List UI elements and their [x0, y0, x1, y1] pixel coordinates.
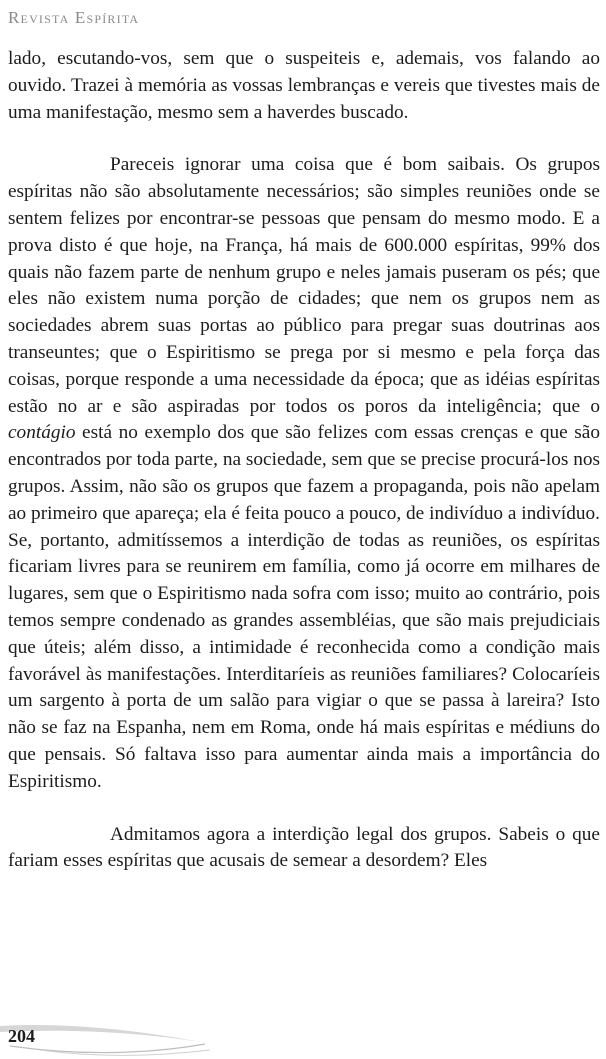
paragraph-2-emphasis: contágio [8, 422, 76, 444]
paragraph-2-text-start: Pareceis ignorar uma coisa que é bom saibais. Os grupos espíritas não são absolutamente necessários; são simples reuniões onde se sentem felizes por encontrar-se pessoas que pensam do mesmo modo. E a prova disto é que hoje, na França, há mais de 600.000 espíritas, 99% dos quais não fazem parte de nenhum grupo e neles jamais puseram os pés; que eles não existem numa porção de cidades; que nem os grupos nem as sociedades abrem suas portas ao público para pregar suas doutrinas aos transeuntes; que o Espiritismo se prega por si mesmo e pela força das coisas, porque responde a uma necessidade da época; que as idéias espíritas estão no ar e são aspiradas por todos os poros da inteligência; que o [8, 154, 600, 417]
paragraph-2-text-end: está no exemplo dos que são felizes com essas crenças e que são encontrados por toda parte, na sociedade, sem que se precise procurá-los nos grupos. Assim, não são os grupos que fazem a propaganda, pois não apelam ao primeiro que apareça; ela é feita pouco a pouco, de indivíduo a indivíduo. Se, portanto, admitíssemos a interdição de todas as reuniões, os espíritas ficariam livres para se reunirem em família, como já ocorre em milhares de lugares, sem que o Espiritismo nada sofra com isso; muito ao contrário, pois temos sempre condenado as grandes assembléias, que são mais prejudiciais que úteis; além disso, a intimidade é reconhecida como a condição mais favorável às manifestações. Interditaríeis as reuniões familiares? Colocaríeis um sargento à porta de um salão para vigiar o que se passa à lareira? Isto não se faz na Espanha, nem em Roma, onde há mais espíritas e médiuns do que pensais. Só faltava isso para aumentar ainda mais a importância do Espiritismo. [8, 422, 600, 792]
paragraph-3-text: Admitamos agora a interdição legal dos grupos. Sabeis o que fariam esses espíritas que acusais de semear a desordem? Eles [8, 823, 600, 872]
running-head: Revista Espírita [8, 8, 140, 27]
paragraph-1 [8, 46, 600, 126]
footer-ornament [0, 1020, 606, 1059]
page-body [8, 46, 600, 875]
paragraph-1-text: lado, escutando-vos, sem que o suspeiteis e, ademais, vos falando ao ouvido. Trazei à memória as vossas lembranças e vereis que tivestes mais de uma manifestação, mesmo sem a haverdes buscado. [8, 48, 600, 123]
paragraph-3 [8, 822, 600, 876]
page-number: 204 [8, 1026, 35, 1046]
paragraph-2 [8, 152, 600, 795]
